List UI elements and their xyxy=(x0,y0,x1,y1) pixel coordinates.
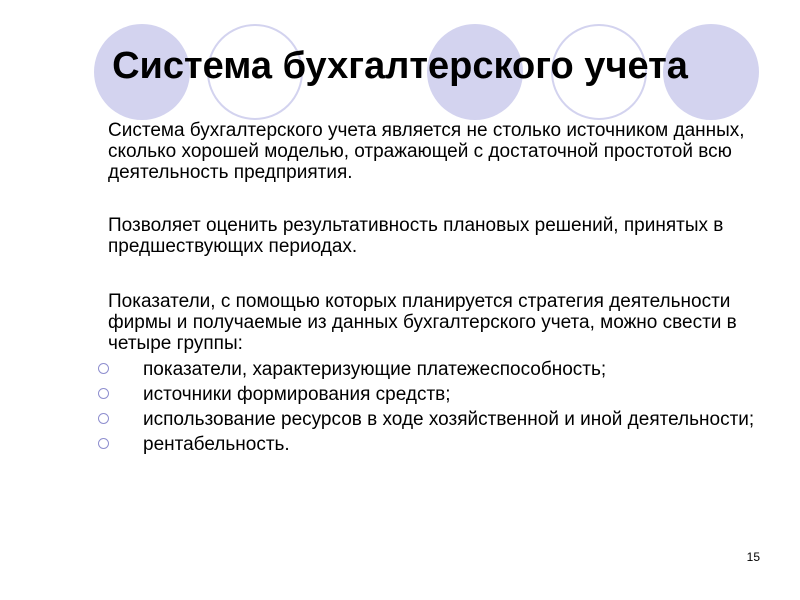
hollow-circle-bullet-icon xyxy=(98,438,109,449)
hollow-circle-bullet-icon xyxy=(98,363,109,374)
bullet-text: показатели, характеризующие платежеспособность; xyxy=(143,359,607,380)
bullet-item xyxy=(96,384,756,405)
bullet-text: использование ресурсов в ходе хозяйственной и иной деятельности; xyxy=(143,409,755,430)
hollow-circle-bullet-icon xyxy=(98,413,109,424)
paragraph-3: Показатели, с помощью которых планируется стратегия деятельности фирмы и получаемые из данных бухгалтерского учета, можно свести в четыре группы: xyxy=(108,291,737,354)
hollow-circle-bullet-icon xyxy=(98,388,109,399)
bullet-list xyxy=(96,359,756,459)
bullet-text: рентабельность. xyxy=(143,434,290,455)
paragraph-2: Позволяет оценить результативность плановых решений, принятых в предшествующих периодах. xyxy=(108,215,724,257)
slide-title: Система бухгалтерского учета xyxy=(112,45,688,87)
paragraph-1: Система бухгалтерского учета является не столько источником данных, сколько хорошей моделью, отражающей с достаточной простотой всю деятельность предприятия. xyxy=(108,120,745,183)
page-number: 15 xyxy=(746,550,760,564)
bullet-text: источники формирования средств; xyxy=(143,384,451,405)
bullet-item xyxy=(96,434,756,455)
bullet-item xyxy=(96,409,756,430)
bullet-item xyxy=(96,359,756,380)
